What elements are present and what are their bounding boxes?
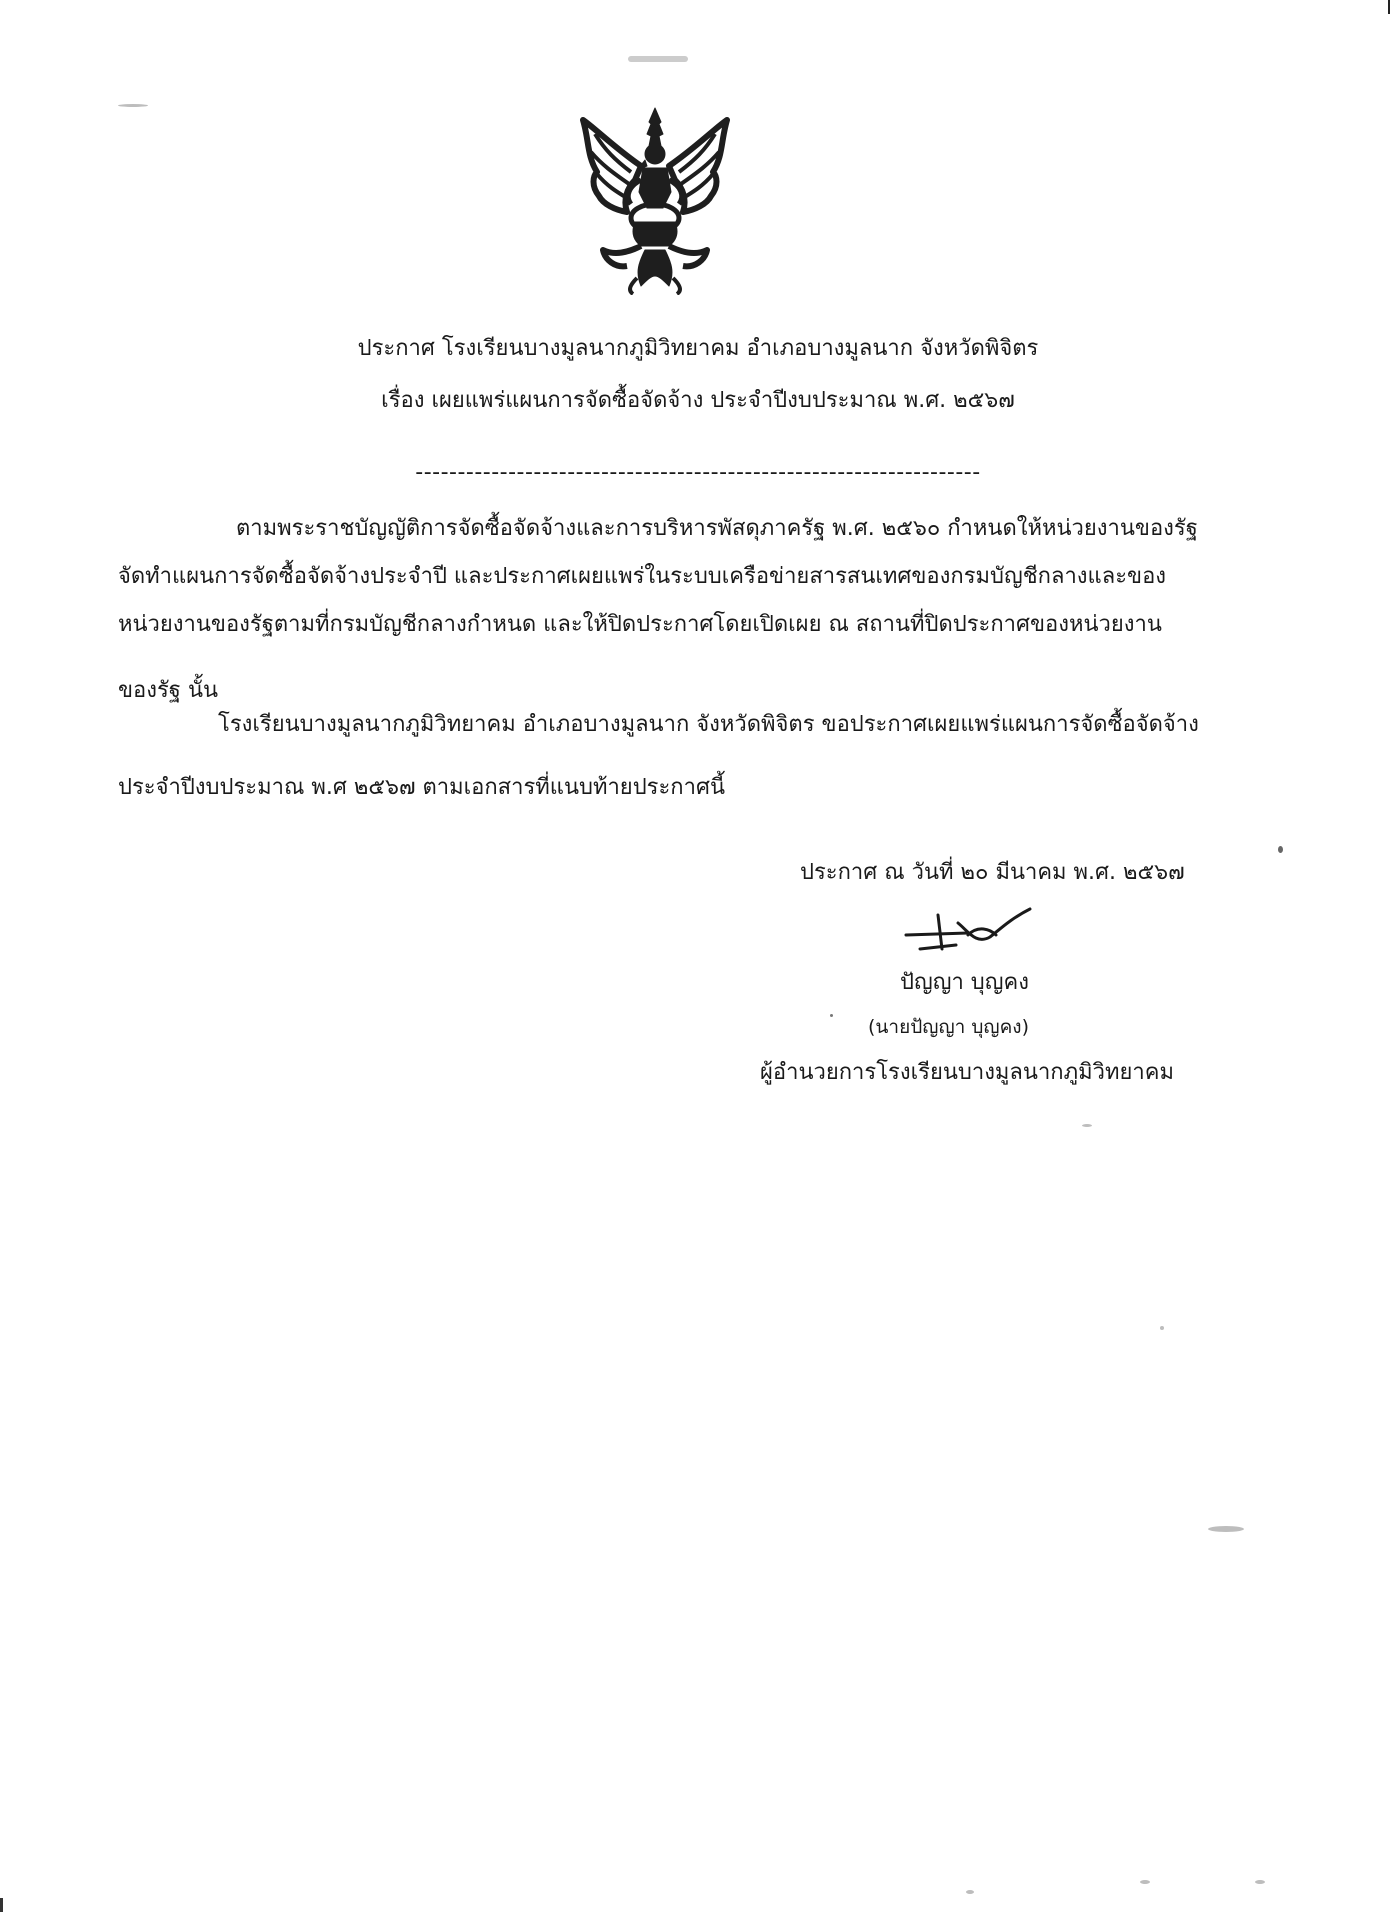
garuda-emblem-icon (575, 100, 735, 295)
paragraph-1-line-3: หน่วยงานของรัฐตามที่กรมบัญชีกลางกำหนด และให้ปิดประกาศโดยเปิดเผย ณ สถานที่ปิดประกาศของหน่วยงาน (118, 612, 1162, 637)
scan-speck (1255, 1880, 1265, 1884)
scan-speck (830, 1014, 833, 1017)
paragraph-1-line-2: จัดทำแผนการจัดซื้อจัดจ้างประจำปี และประกาศเผยแพร่ในระบบเครือข่ายสารสนเทศของกรมบัญชีกลางและของ (118, 564, 1167, 589)
scan-speck (118, 104, 148, 107)
scan-speck (966, 1890, 974, 1894)
separator-line: ------------------------------------------------------------------- (415, 460, 981, 485)
scan-speck (1082, 1124, 1092, 1127)
scan-speck (628, 56, 688, 62)
paragraph-2-line-2: ประจำปีงบประมาณ พ.ศ ๒๕๖๗ ตามเอกสารที่แนบท้ายประกาศนี้ (118, 775, 725, 800)
scan-edge-mark (1388, 0, 1390, 14)
signatory-name: ปัญญา บุญคง (900, 970, 1029, 995)
scan-edge-mark-bottom (0, 1898, 3, 1912)
announcement-title: ประกาศ โรงเรียนบางมูลนากภูมิวิทยาคม อำเภอบางมูลนาก จังหวัดพิจิตร (357, 336, 1039, 361)
handwritten-signature-icon (898, 905, 1038, 957)
announcement-date: ประกาศ ณ วันที่ ๒๐ มีนาคม พ.ศ. ๒๕๖๗ (800, 860, 1185, 885)
paragraph-2-line-1: โรงเรียนบางมูลนากภูมิวิทยาคม อำเภอบางมูลนาก จังหวัดพิจิตร ขอประกาศเผยแพร่แผนการจัดซื้อจัดจ้าง (218, 712, 1199, 737)
scan-speck (1160, 1326, 1164, 1330)
scan-speck (1208, 1526, 1244, 1532)
paragraph-1-line-1: ตามพระราชบัญญัติการจัดซื้อจัดจ้างและการบริหารพัสดุภาครัฐ พ.ศ. ๒๕๖๐ กำหนดให้หน่วยงานของรัฐ (236, 516, 1198, 541)
announcement-subject: เรื่อง เผยแพร่แผนการจัดซื้อจัดจ้าง ประจำปีงบประมาณ พ.ศ. ๒๕๖๗ (381, 388, 1015, 413)
scan-speck (1278, 846, 1283, 853)
signatory-position: ผู้อำนวยการโรงเรียนบางมูลนากภูมิวิทยาคม (760, 1060, 1174, 1085)
scan-speck (1140, 1880, 1150, 1884)
signatory-full-name: (นายปัญญา บุญคง) (868, 1016, 1029, 1038)
paragraph-1-line-4: ของรัฐ นั้น (118, 678, 219, 703)
